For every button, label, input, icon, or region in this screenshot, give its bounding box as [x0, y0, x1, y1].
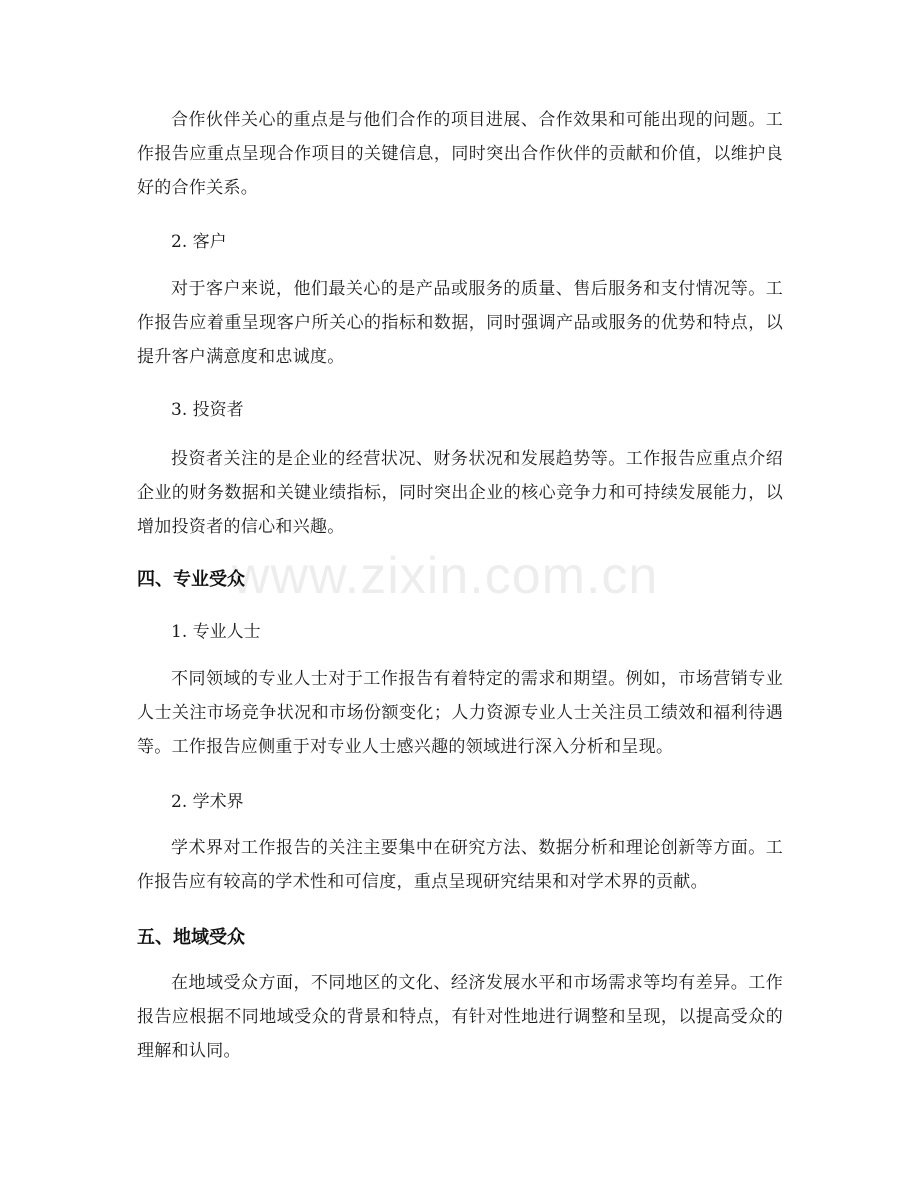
customer-paragraph: 对于客户来说，他们最关心的是产品或服务的质量、售后服务和支付情况等。工作报告应着重呈现客户所关心的指标和数据，同时强调产品或服务的优势和特点，以提升客户满意度和忠诚度。	[137, 279, 783, 367]
academia-item-block	[137, 785, 783, 819]
customer-paragraph-block	[137, 272, 783, 374]
investor-item-label: 3. 投资者	[171, 400, 244, 420]
professionals-item-label: 1. 专业人士	[171, 622, 261, 642]
professionals-paragraph-block	[137, 662, 783, 764]
section-5-heading-block	[137, 921, 783, 955]
section-heading-professional-audience: 四、专业受众	[137, 569, 245, 590]
regional-paragraph: 在地域受众方面，不同地区的文化、经济发展水平和市场需求等均有差异。工作报告应根据不同地域受众的背景和特点，有针对性地进行调整和呈现，以提高受众的理解和认同。	[137, 973, 783, 1061]
section-heading-regional-audience: 五、地域受众	[137, 927, 245, 948]
professionals-paragraph: 不同领域的专业人士对于工作报告有着特定的需求和期望。例如，市场营销专业人士关注市场竞争状况和市场份额变化；人力资源专业人士关注员工绩效和福利待遇等。工作报告应侧重于对专业人士感兴趣的领域进行深入分析和呈现。	[137, 669, 783, 757]
investor-paragraph-block	[137, 442, 783, 544]
academia-paragraph-block	[137, 831, 783, 899]
academia-item-label: 2. 学术界	[171, 792, 244, 812]
partner-paragraph: 合作伙伴关心的重点是与他们合作的项目进展、合作效果和可能出现的问题。工作报告应重点呈现合作项目的关键信息，同时突出合作伙伴的贡献和价值，以维护良好的合作关系。	[137, 110, 783, 198]
partner-paragraph-block	[137, 103, 783, 205]
customer-item-block	[137, 225, 783, 259]
customer-item-label: 2. 客户	[171, 232, 227, 252]
regional-paragraph-block	[137, 966, 783, 1068]
academia-paragraph: 学术界对工作报告的关注主要集中在研究方法、数据分析和理论创新等方面。工作报告应有较高的学术性和可信度，重点呈现研究结果和对学术界的贡献。	[137, 838, 783, 892]
investor-paragraph: 投资者关注的是企业的经营状况、财务状况和发展趋势等。工作报告应重点介绍企业的财务数据和关键业绩指标，同时突出企业的核心竞争力和可持续发展能力，以增加投资者的信心和兴趣。	[137, 449, 783, 537]
professionals-item-block	[137, 615, 783, 649]
watermark: www.zixin.com.cn	[232, 547, 659, 605]
investor-item-block	[137, 393, 783, 427]
section-4-heading-block	[137, 563, 783, 597]
